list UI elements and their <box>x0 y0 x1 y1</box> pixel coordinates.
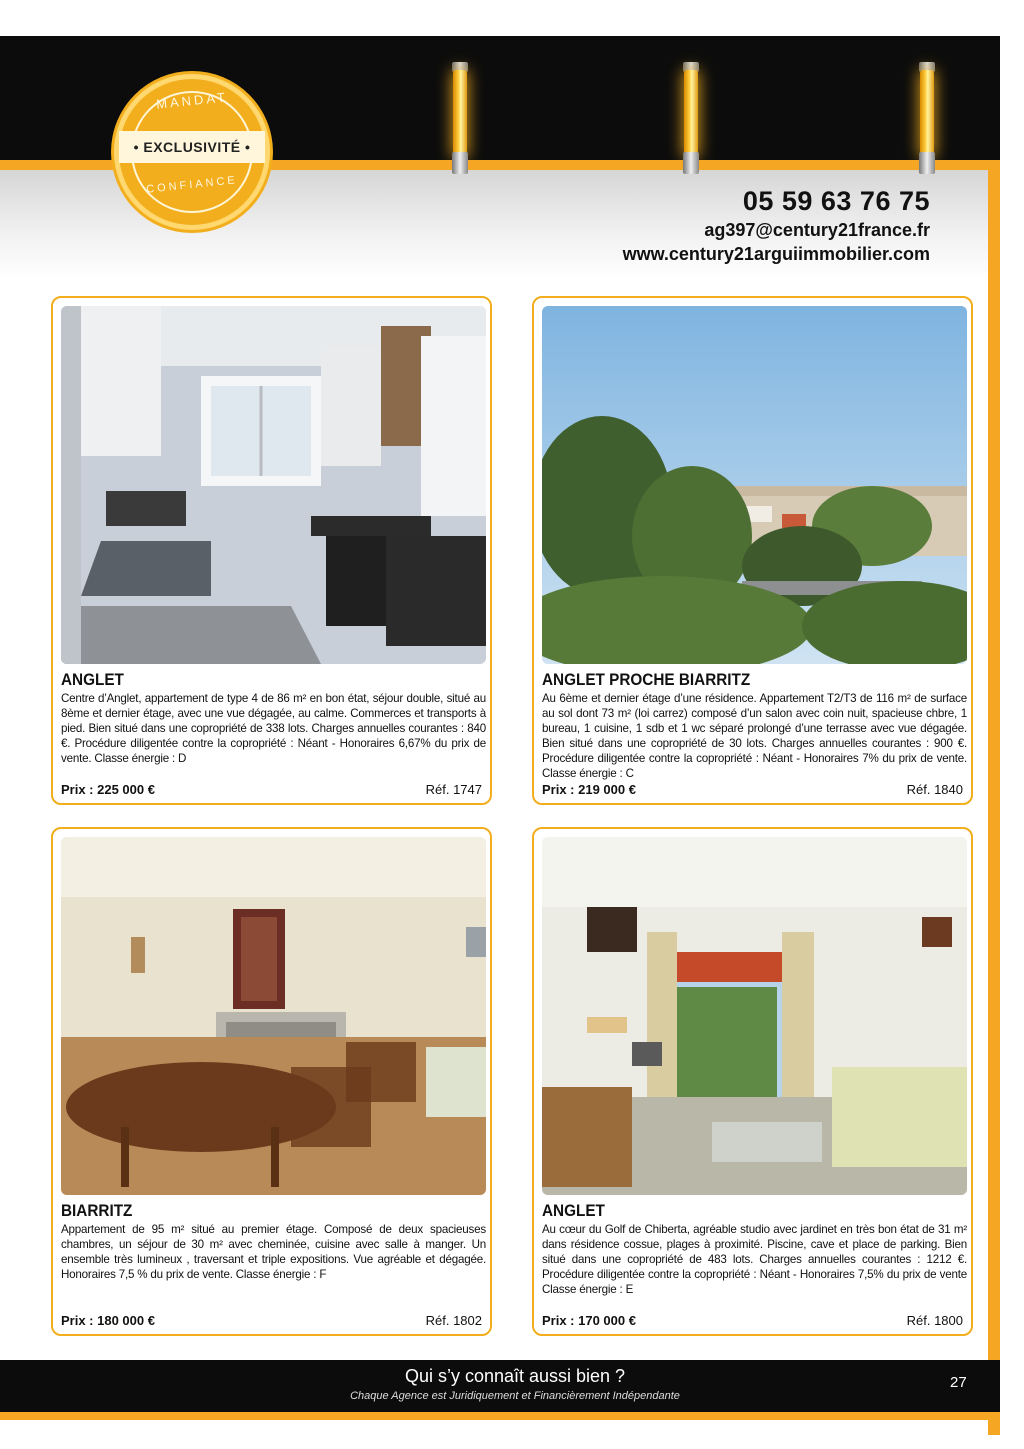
listing-description: Centre d’Anglet, appartement de type 4 de 86 m² en bon état, séjour double, situé au 8ème et dernier étage, avec une vue dégagée, au calme. Commerces et transports à pied. Bien situé dans une copropriété de 338 lots. Charges annuelles courantes : 840 €. Procédure diligentée contre la copropriété : Néant - Honoraires 6,67% du prix de vente. Classe énergie : D <box>61 692 486 765</box>
listing-description: Au 6ème et dernier étage d’une résidence. Appartement T2/T3 de 116 m² de surface au sol dont 73 m² (loi carrez) composé d’un salon avec coin nuit, spacieuse chbre, 1 bureau, 1 cuisine, 1 sdb et 1 wc séparé prolongé d’une terrasse avec vue dégagée. Bien situé dans une copropriété de 30 lots. Charges annuelles courantes : 900 €. Procédure diligentée contre la copropriété : Néant - Honoraires 7% du prix de vente. Classe énergie : C <box>542 692 967 780</box>
listing-title: ANGLET <box>542 1201 605 1220</box>
listing-title: BIARRITZ <box>61 1201 133 1220</box>
page-number: 27 <box>950 1374 967 1391</box>
listing-price: Prix : 180 000 € <box>61 1313 155 1328</box>
seal-band-text: • EXCLUSIVITÉ • <box>119 131 265 163</box>
listing-description: Appartement de 95 m² situé au premier étage. Composé de deux spacieuses chambres, un séjour de 30 m² avec cheminée, cuisine avec salle à manger. Un ensemble très lumineux , traversant et triple expositions. Vue agréable et dégagée. Honoraires 7,5 % du prix de vente. Classe énergie : F <box>61 1223 486 1281</box>
listing-photo-kitchen <box>61 306 486 664</box>
footer-tagline: Qui s’y connaît aussi bien ? <box>404 1366 626 1386</box>
listing-price: Prix : 225 000 € <box>61 782 155 797</box>
listing-price: Prix : 170 000 € <box>542 1313 636 1328</box>
lamp-icon <box>453 70 467 158</box>
listing-price: Prix : 219 000 € <box>542 782 636 797</box>
footer-disclaimer: Chaque Agence est Juridiquement et Financièrement Indépendante <box>350 1390 680 1402</box>
listing-card[interactable] <box>51 296 492 805</box>
footer-bar <box>0 1360 1000 1412</box>
listing-card[interactable] <box>532 296 973 805</box>
seal-top-text: MANDAT <box>155 89 229 112</box>
phone-number[interactable]: 05 59 63 76 75 <box>742 186 930 216</box>
listing-photo-dining-room <box>61 837 486 1195</box>
listing-title: ANGLET PROCHE BIARRITZ <box>542 670 751 689</box>
listing-photo-living-room <box>542 837 967 1195</box>
listing-title: ANGLET <box>61 670 124 689</box>
contact-block <box>623 184 930 266</box>
right-accent-bar <box>988 170 1000 1435</box>
email-address[interactable]: ag397@century21france.fr <box>704 220 930 240</box>
listing-description: Au cœur du Golf de Chiberta, agréable studio avec jardinet en très bon état de 31 m² dans résidence cossue, plages à proximité. Piscine, cave et place de parking. Bien situé dans une copropriété de 483 lots. Charges annuelles courantes : 1212 €. Procédure diligentée contre la copropriété : Néant - Honoraires 7,5% du prix de vente Classe énergie : E <box>542 1223 967 1296</box>
footer-accent-line <box>0 1412 1000 1420</box>
lamp-icon <box>684 70 698 158</box>
website-link[interactable]: www.century21arguiimmobilier.com <box>622 244 930 264</box>
listing-photo-view <box>542 306 967 664</box>
listing-reference: Réf. 1840 <box>906 782 963 797</box>
listing-reference: Réf. 1800 <box>906 1313 963 1328</box>
listing-card[interactable] <box>51 827 492 1336</box>
listing-reference: Réf. 1802 <box>425 1313 482 1328</box>
listing-card[interactable] <box>532 827 973 1336</box>
exclusivity-seal <box>114 74 270 230</box>
listing-reference: Réf. 1747 <box>425 782 482 797</box>
seal-bottom-text: CONFIANCE <box>145 174 239 196</box>
lamp-icon <box>920 70 934 158</box>
